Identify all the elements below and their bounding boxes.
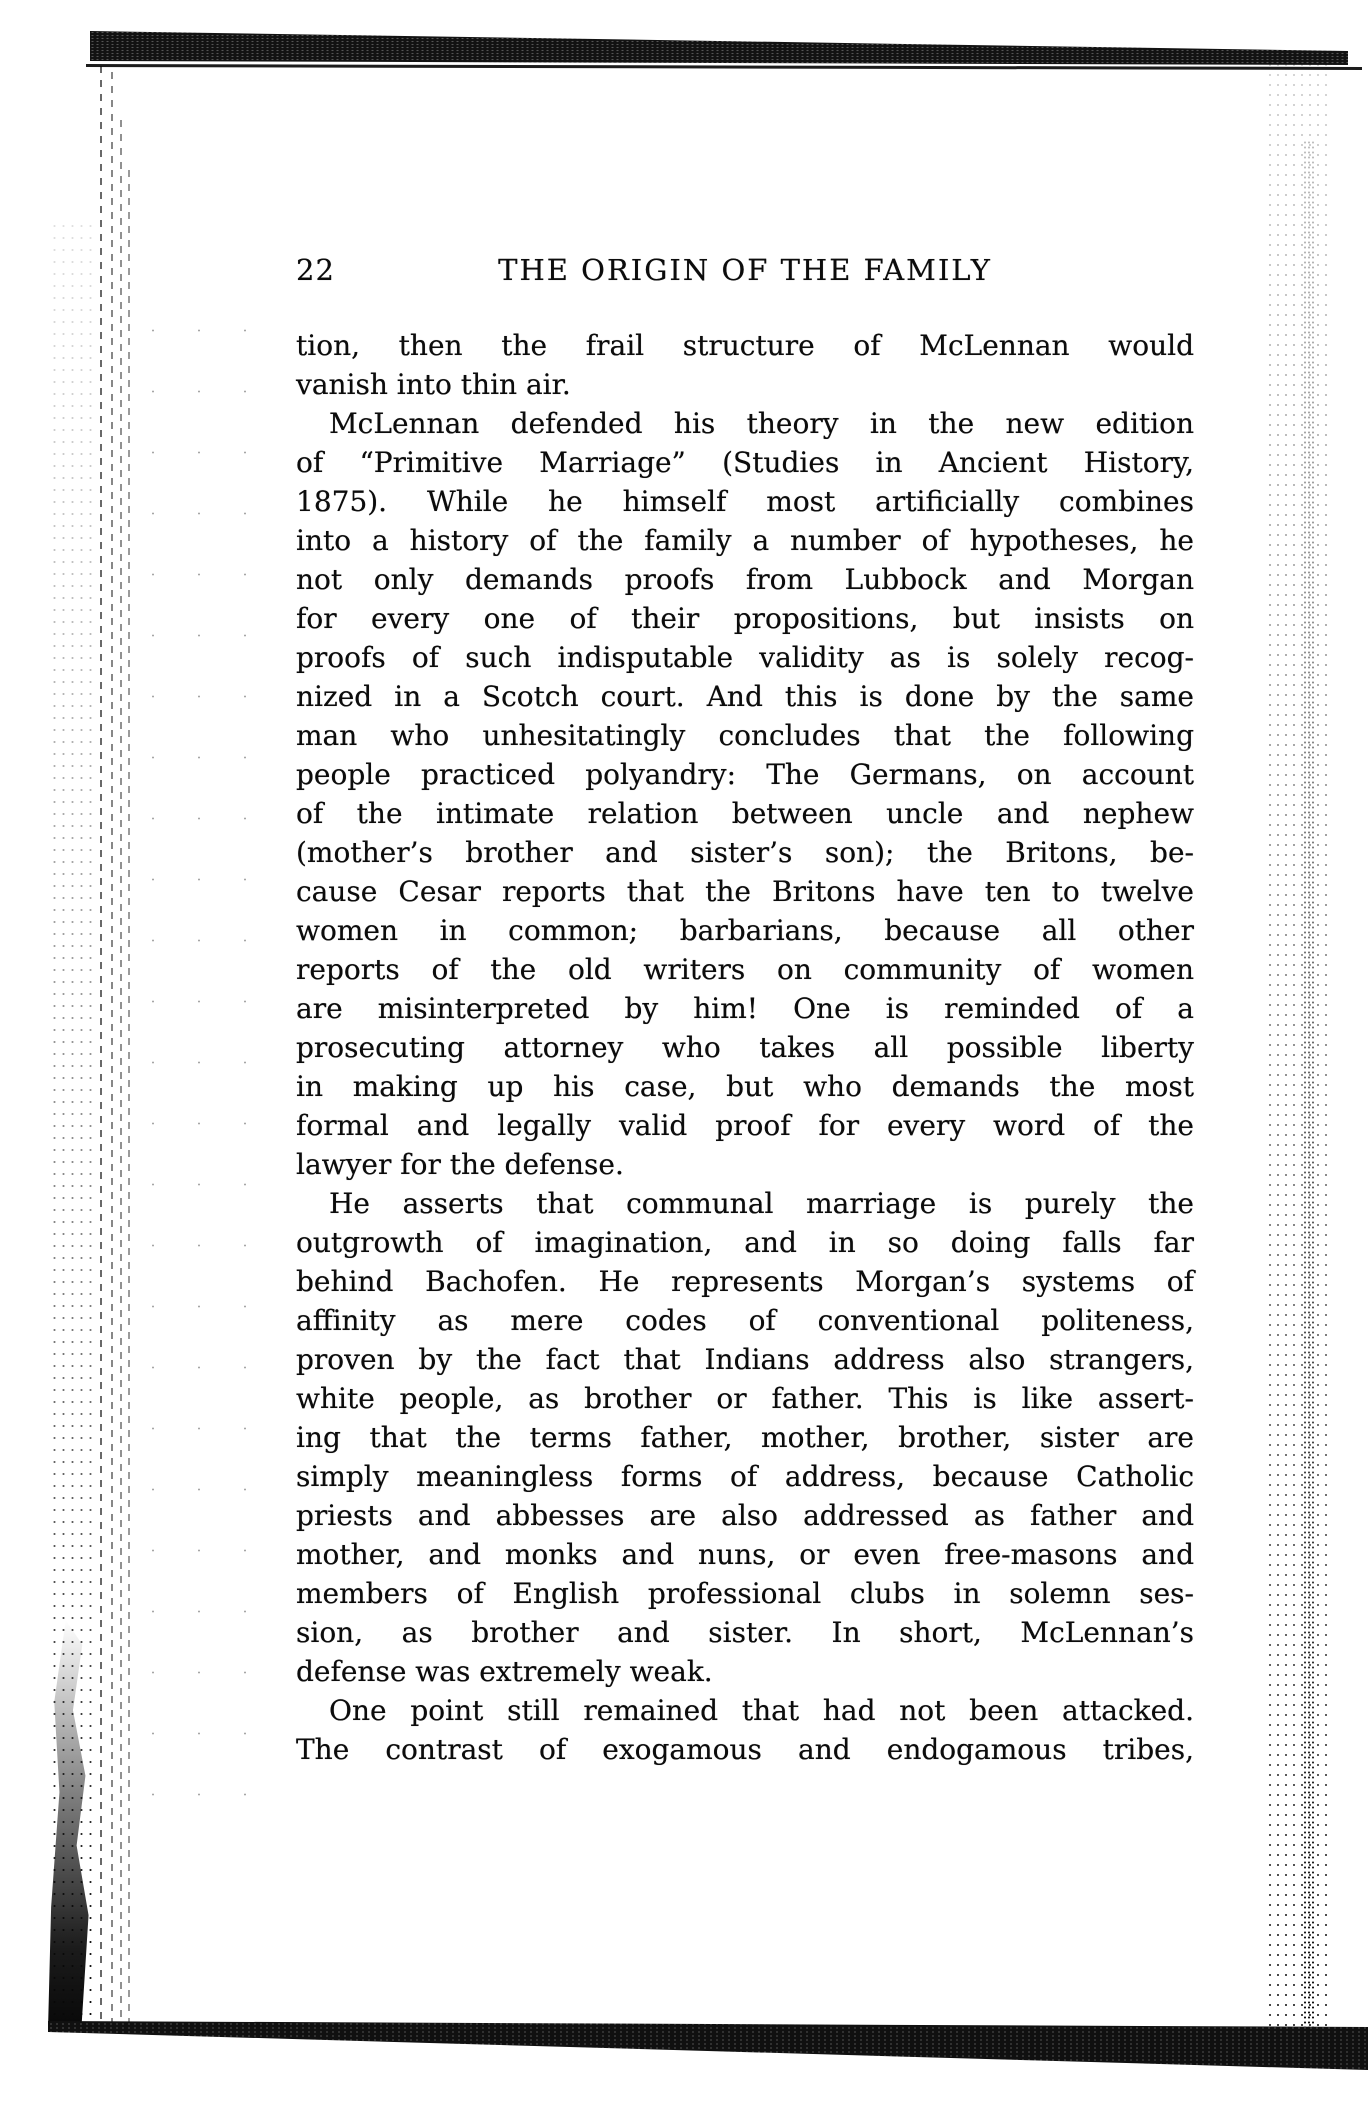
paragraph bbox=[296, 1184, 1194, 1691]
text-line: in making up his case, but who demands the most bbox=[296, 1070, 1194, 1103]
text-line: simply meaningless forms of address, because Catholic bbox=[296, 1460, 1194, 1493]
paragraph bbox=[296, 404, 1194, 1184]
text-line: members of English professional clubs in solemn ses- bbox=[296, 1577, 1194, 1610]
paragraph bbox=[296, 326, 1194, 404]
paragraph bbox=[296, 1691, 1194, 1769]
text-line: cause Cesar reports that the Britons have ten to twelve bbox=[296, 875, 1194, 908]
text-line: are misinterpreted by him! One is reminded of a bbox=[296, 992, 1194, 1025]
page-number: 22 bbox=[296, 253, 335, 287]
body-text bbox=[296, 326, 1194, 1769]
running-head bbox=[296, 253, 1194, 289]
scan-right-edge-speckle bbox=[1266, 60, 1330, 2038]
text-line: into a history of the family a number of hypotheses, he bbox=[296, 524, 1194, 557]
text-line: (mother’s brother and sister’s son); the Britons, be- bbox=[296, 836, 1194, 869]
text-line: man who unhesitatingly concludes that the following bbox=[296, 719, 1194, 752]
scan-dust-specks bbox=[130, 300, 270, 1800]
text-line: defense was extremely weak. bbox=[296, 1655, 713, 1688]
text-line: lawyer for the defense. bbox=[296, 1148, 624, 1181]
text-line: vanish into thin air. bbox=[296, 368, 571, 401]
text-line: 1875). While he himself most artificially combines bbox=[296, 485, 1194, 518]
text-line: He asserts that communal marriage is purely the bbox=[329, 1187, 1194, 1220]
text-line: McLennan defended his theory in the new edition bbox=[329, 407, 1194, 440]
text-line: priests and abbesses are also addressed as father and bbox=[296, 1499, 1194, 1532]
running-title: THE ORIGIN OF THE FAMILY bbox=[498, 253, 992, 287]
text-line: ing that the terms father, mother, brother, sister are bbox=[296, 1421, 1194, 1454]
text-line: tion, then the frail structure of McLennan would bbox=[296, 329, 1194, 362]
text-line: mother, and monks and nuns, or even free-masons and bbox=[296, 1538, 1194, 1571]
scan-bottom-edge-band bbox=[48, 2014, 1368, 2074]
text-line: nized in a Scotch court. And this is done by the same bbox=[296, 680, 1194, 713]
text-line: of “Primitive Marriage” (Studies in Ancient History, bbox=[296, 446, 1194, 479]
text-line: not only demands proofs from Lubbock and Morgan bbox=[296, 563, 1194, 596]
text-line: The contrast of exogamous and endogamous tribes, bbox=[296, 1733, 1194, 1766]
text-line: white people, as brother or father. This is like assert- bbox=[296, 1382, 1194, 1415]
text-line: prosecuting attorney who takes all possible liberty bbox=[296, 1031, 1194, 1064]
text-line: people practiced polyandry: The Germans, on account bbox=[296, 758, 1194, 791]
text-line: formal and legally valid proof for every word of the bbox=[296, 1109, 1194, 1142]
text-line: for every one of their propositions, but insists on bbox=[296, 602, 1194, 635]
text-line: affinity as mere codes of conventional politeness, bbox=[296, 1304, 1194, 1337]
scan-right-edge-line bbox=[1303, 140, 1316, 2040]
binding-crease-line bbox=[100, 66, 102, 2032]
text-line: outgrowth of imagination, and in so doing falls far bbox=[296, 1226, 1194, 1259]
text-line: women in common; barbarians, because all other bbox=[296, 914, 1194, 947]
binding-crease-line bbox=[111, 72, 113, 2032]
text-line: proofs of such indisputable validity as is solely recog- bbox=[296, 641, 1194, 674]
text-line: proven by the fact that Indians address also strangers, bbox=[296, 1343, 1194, 1376]
text-line: One point still remained that had not been attacked. bbox=[329, 1694, 1194, 1727]
text-line: sion, as brother and sister. In short, McLennan’s bbox=[296, 1616, 1194, 1649]
binding-crease-line bbox=[120, 120, 122, 2032]
text-line: behind Bachofen. He represents Morgan’s systems of bbox=[296, 1265, 1194, 1298]
text-line: reports of the old writers on community of women bbox=[296, 953, 1194, 986]
text-line: of the intimate relation between uncle and nephew bbox=[296, 797, 1194, 830]
scan-top-edge-line bbox=[86, 64, 1362, 72]
